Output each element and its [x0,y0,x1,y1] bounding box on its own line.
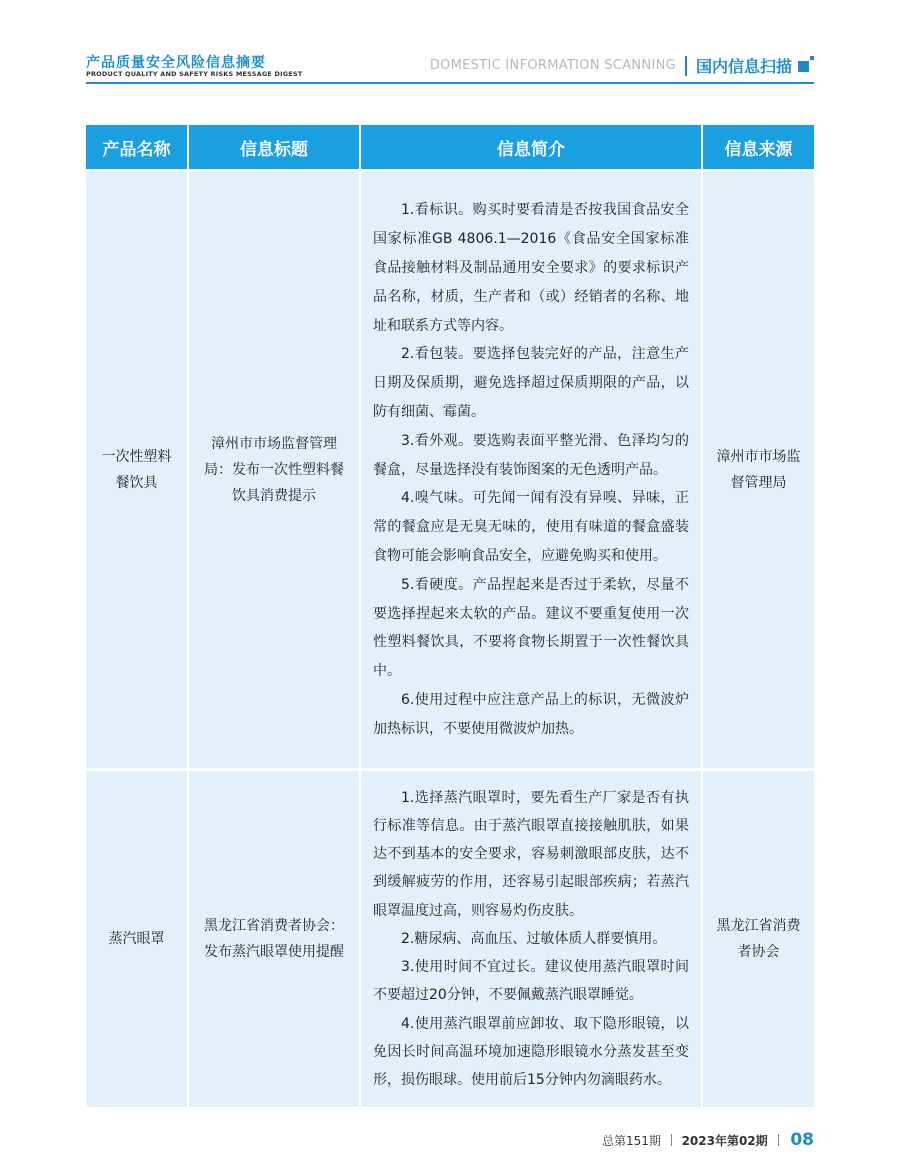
summary-paragraph: 1.看标识。购买时要看清是否按我国食品安全国家标准GB 4806.1—2016《食品安全国家标准 食品接触材料及制品通用安全要求》的要求标识产品名称，材质，生产者和（或）经销者的名称、地址和联系方式等内容。 [373,202,689,334]
publication-title: 产品质量安全风险信息摘要 [86,55,266,71]
summary-paragraph: 4.嗅气味。可先闻一闻有没有异嗅、异味，正常的餐盒应是无臭无味的，使用有味道的餐盒盛装食物可能会影响食品安全，应避免购买和使用。 [373,490,689,564]
source-cell: 黑龙江省消费者协会 [702,770,814,1108]
summary-paragraph: 3.看外观。要选购表面平整光滑、色泽均匀的餐盒，尽量选择没有装饰图案的无色透明产品。 [373,432,689,478]
footer-divider [671,1134,672,1146]
header-info-title: 信息标题 [188,125,360,171]
summary-cell [360,171,702,770]
summary-paragraph: 4.使用蒸汽眼罩前应卸妆、取下隐形眼镜，以免因长时间高温环境加速隐形眼镜水分蒸发甚至变形，损伤眼球。使用前后15分钟内勿滴眼药水。 [373,1015,689,1088]
summary-paragraph: 1.选择蒸汽眼罩时，要先看生产厂家是否有执行标准等信息。由于蒸汽眼罩直接接触肌肤，如果达不到基本的安全要求，容易刺激眼部皮肤，达不到缓解疲劳的作用，还容易引起眼部疾病；若蒸汽眼罩温度过高，则容易灼伤皮肤。 [373,789,689,919]
product-cell: 一次性塑料餐饮具 [86,171,188,770]
year-issue: 2023年第02期 [681,1133,768,1148]
summary-paragraph: 5.看硬度。产品捏起来是否过于柔软，尽量不要选择捏起来太软的产品。建议不要重复使用一次性塑料餐饮具，不要将食物长期置于一次性餐饮具中。 [373,576,689,680]
title-cell: 漳州市市场监督管理局：发布一次性塑料餐饮具消费提示 [188,171,360,770]
page-number: 08 [790,1130,814,1150]
section-divider [685,56,687,76]
header-info-summary: 信息简介 [360,125,702,171]
summary-paragraph: 6.使用过程中应注意产品上的标识，无微波炉加热标识，不要使用微波炉加热。 [373,691,689,737]
table-row [86,770,814,1108]
info-table [86,125,814,1107]
source-cell: 漳州市市场监督管理局 [702,171,814,770]
summary-paragraph: 2.糖尿病、高血压、过敏体质人群要慎用。 [401,930,667,947]
section-title-en: DOMESTIC INFORMATION SCANNING [429,58,676,73]
header-rule [86,82,814,84]
product-cell: 蒸汽眼罩 [86,770,188,1108]
header-info-source: 信息来源 [702,125,814,171]
page-footer [602,1130,814,1150]
section-squares-icon [798,56,814,72]
summary-cell [360,770,702,1108]
summary-paragraph: 3.使用时间不宜过长。建议使用蒸汽眼罩时间不要超过20分钟，不要佩戴蒸汽眼罩睡觉。 [373,959,689,1004]
total-issue: 总第151期 [602,1133,661,1148]
summary-paragraph: 2.看包装。要选择包装完好的产品，注意生产日期及保质期，避免选择超过保质期限的产品，以防有细菌、霉菌。 [373,346,689,420]
title-cell: 黑龙江省消费者协会：发布蒸汽眼罩使用提醒 [188,770,360,1108]
table-row [86,171,814,770]
header-product-name: 产品名称 [86,125,188,171]
table-header-row [86,125,814,171]
footer-divider [778,1134,779,1146]
section-title: 国内信息扫描 [695,57,792,76]
page-header [86,50,814,86]
publication-subtitle-en: PRODUCT QUALITY AND SAFETY RISKS MESSAGE DIGEST [86,70,303,78]
